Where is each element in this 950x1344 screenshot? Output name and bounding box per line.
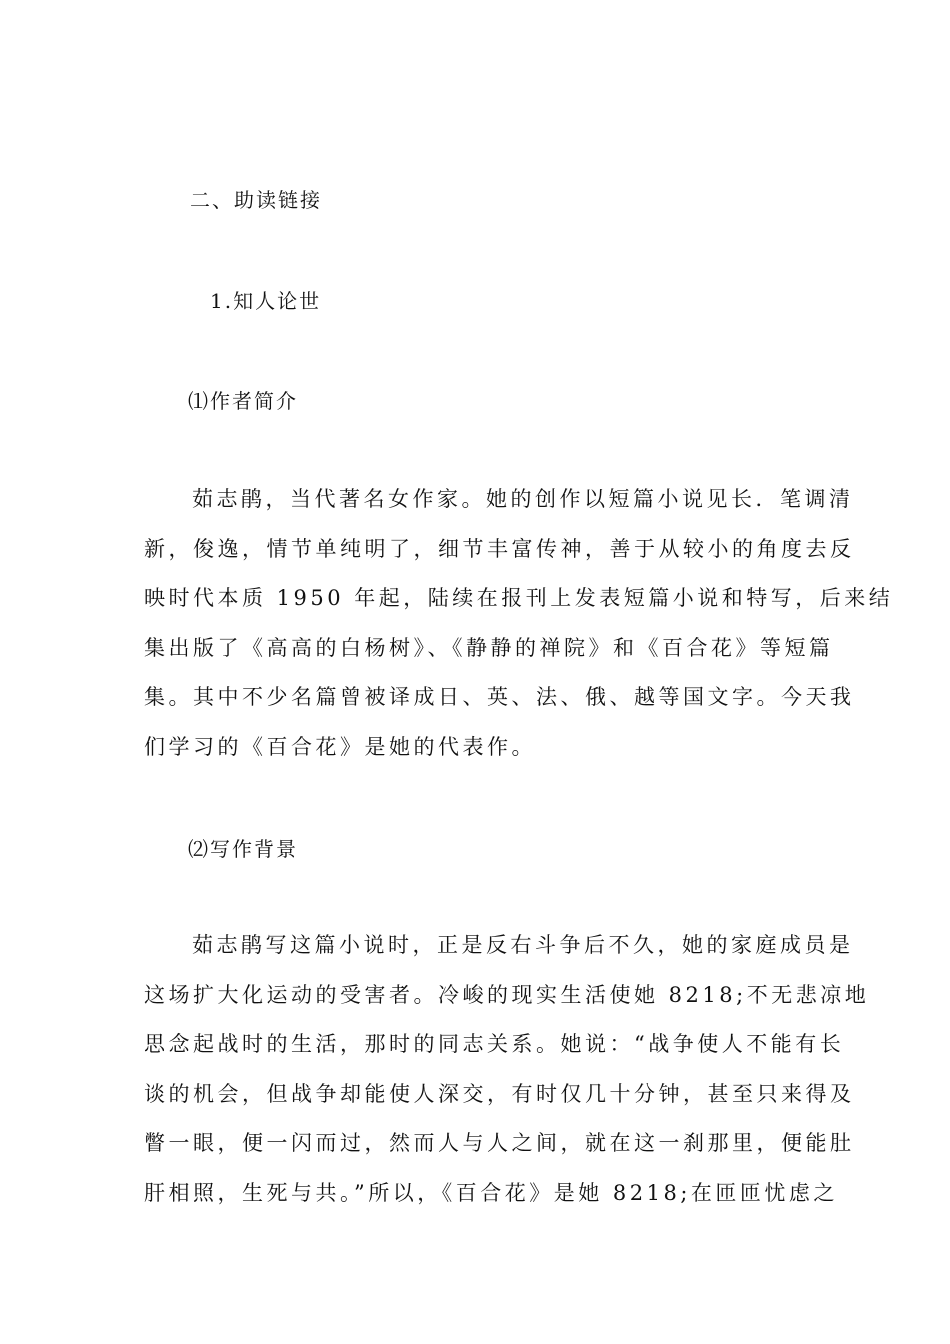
- paragraph-line: 思念起战时的生活，那时的同志关系。她说：“战争使人不能有长: [144, 1032, 845, 1057]
- author-bio-paragraph: [144, 475, 894, 773]
- paragraph-line: 瞥一眼，便一闪而过，然而人与人之间，就在这一刹那里，便能肚: [144, 1131, 855, 1156]
- item1-heading: ⑴作者简介: [188, 389, 298, 413]
- subsection-heading: 1.知人论世: [210, 289, 322, 313]
- paragraph-line: 茹志鹃，当代著名女作家。她的创作以短篇小说见长．笔调清: [192, 487, 854, 511]
- paragraph-line: 集。其中不少名篇曾被译成日、英、法、俄、越等国文字。今天我: [144, 685, 855, 710]
- paragraph-line: 映时代本质 1950 年起，陆续在报刊上发表短篇小说和特写，后来结: [144, 586, 894, 611]
- paragraph-line: 新，俊逸，情节单纯明了，细节丰富传神，善于从较小的角度去反: [144, 536, 855, 561]
- paragraph-line: 肝相照，生死与共。”所以，《百合花》是她 8218;在匝匝忧虑之: [144, 1180, 838, 1205]
- section-heading: 二、助读链接: [190, 188, 322, 212]
- writing-background-paragraph: [144, 921, 870, 1219]
- paragraph-line: 集出版了《高高的白杨树》、《静静的禅院》和《百合花》等短篇: [144, 635, 834, 660]
- paragraph-line: 这场扩大化运动的受害者。冷峻的现实生活使她 8218;不无悲凉地: [144, 982, 870, 1007]
- item2-heading: ⑵写作背景: [188, 837, 298, 861]
- paragraph-line: 谈的机会，但战争却能使人深交，有时仅几十分钟，甚至只来得及: [144, 1081, 855, 1106]
- paragraph-line: 茹志鹃写这篇小说时，正是反右斗争后不久，她的家庭成员是: [192, 933, 854, 957]
- paragraph-line: 们学习的《百合花》是她的代表作。: [144, 734, 536, 759]
